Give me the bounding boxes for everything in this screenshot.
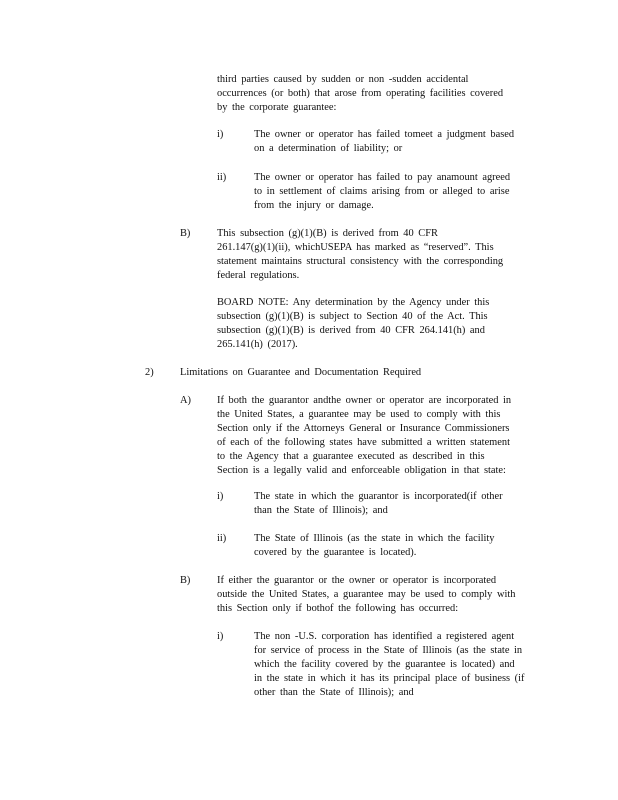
- item-text: The owner or operator has failed tomeet a judgment based on a determination of liability; or: [254, 129, 515, 154]
- item-label: i): [217, 491, 224, 502]
- item-label: i): [217, 129, 224, 140]
- item-label: i): [217, 631, 224, 642]
- section-text: This subsection (g)(1)(B) is derived from 40 CFR 261.147(g)(1)(ii), whichUSEPA has marked as “reserved”. This statement maintains structural consistency with the corresponding federal regulations.: [217, 228, 504, 281]
- item-text: The state in which the guarantor is incorporated(if other than the State of Illinois); and: [254, 491, 503, 516]
- section-label: A): [180, 395, 191, 406]
- paragraph-continuation: third parties caused by sudden or non -sudden accidental occurrences (or both) that arose from operating facilities covered by the corporate guarantee:: [217, 74, 504, 113]
- item-text: The non -U.S. corporation has identified a registered agent for service of process in the State of Illinois (as the state in which the facility covered by the guarantee is located) and in the state in which it has its principal place of business (if other than the State of Illinois); and: [254, 631, 525, 698]
- heading-text: Limitations on Guarantee and Documentation Required: [180, 367, 422, 378]
- board-note: BOARD NOTE: Any determination by the Agency under this subsection (g)(1)(B) is subject to Section 40 of the Act. This subsection (g)(1)(B) is derived from 40 CFR 264.141(h) and 265.141(h) (2017).: [217, 297, 490, 350]
- item-text: The owner or operator has failed to pay anamount agreed to in settlement of claims arising from or alleged to arise from the injury or damage.: [254, 172, 511, 211]
- section-text: If either the guarantor or the owner or operator is incorporated outside the United States, a guarantee may be used to comply with this Section only if bothof the following has occurred:: [217, 575, 516, 614]
- heading-label: 2): [145, 367, 154, 378]
- section-label: B): [180, 228, 191, 239]
- item-label: ii): [217, 533, 227, 544]
- section-text: If both the guarantor andthe owner or operator are incorporated in the United States, a guarantee may be used to comply with this Section only if the Attorneys General or Insurance Commissioners of each of the following states have submitted a written statement to the Agency that a guarantee executed as described in this Section is a legally valid and enforceable obligation in that state:: [217, 395, 512, 476]
- item-label: ii): [217, 172, 227, 183]
- section-label: B): [180, 575, 191, 586]
- item-text: The State of Illinois (as the state in which the facility covered by the guarantee is located).: [254, 533, 495, 558]
